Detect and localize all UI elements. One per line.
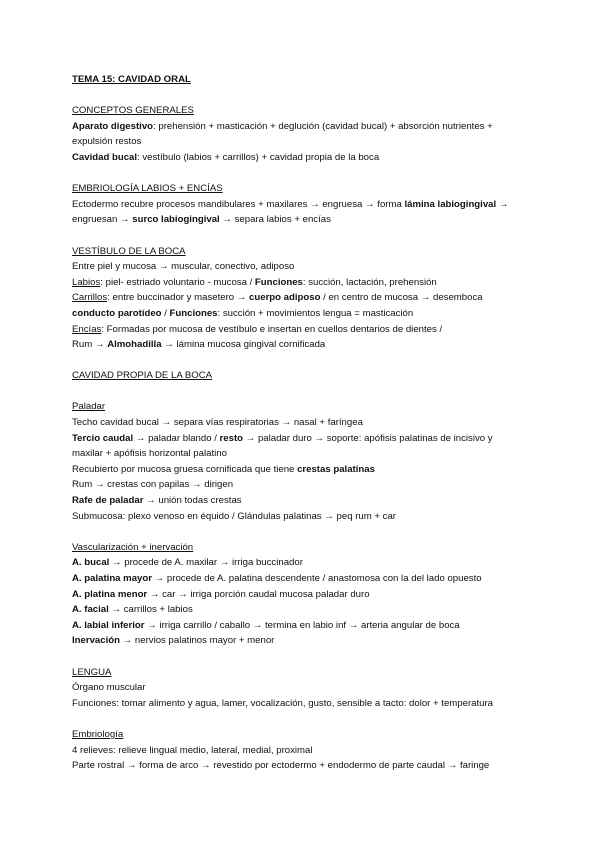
bold-term: A. bucal xyxy=(72,557,110,569)
text-run: engruesan → xyxy=(72,214,133,226)
text-line xyxy=(72,571,532,587)
text-line xyxy=(72,322,532,338)
text-run: → procede de A. maxilar → irriga buccinador xyxy=(109,557,303,569)
bold-term: Funciones xyxy=(254,276,303,288)
text-run: → xyxy=(496,198,509,210)
sections-container xyxy=(72,103,532,774)
text-run: → paladar duro → soporte: apófisis palatinas de incisivo y xyxy=(243,432,493,444)
text-run: 4 relieves: relieve lingual medio, lateral, medial, proximal xyxy=(72,744,313,756)
text-line xyxy=(72,306,532,322)
text-line xyxy=(72,493,532,509)
text-line xyxy=(72,290,532,306)
bold-term: surco labiogingival xyxy=(132,214,220,226)
text-line xyxy=(72,633,532,649)
underlined-term: Carrillos xyxy=(72,292,108,304)
section-heading: Embriología xyxy=(72,728,124,740)
underlined-term: Encías xyxy=(72,323,102,335)
text-run: : entre buccinador y masetero → xyxy=(107,292,250,304)
text-line xyxy=(72,696,532,712)
spacer xyxy=(72,711,532,727)
text-line xyxy=(72,212,532,228)
text-run: : prehensión + masticación + deglución (cavidad bucal) + absorción nutrientes + xyxy=(153,120,493,132)
bold-term: Tercio caudal xyxy=(72,432,134,444)
text-run: Recubierto por mucosa gruesa cornificada que tiene xyxy=(72,463,298,475)
text-run: Ectodermo recubre procesos mandibulares + maxilares → engruesa → forma xyxy=(72,198,405,210)
spacer xyxy=(72,228,532,244)
section-heading: CAVIDAD PROPIA DE LA BOCA xyxy=(72,370,213,382)
section-heading: Vascularización + inervación xyxy=(72,541,194,553)
text-run: Rum → xyxy=(72,339,108,351)
text-run: Funciones: tomar alimento y agua, lamer, vocalización, gusto, sensible a tacto: dolor + temperatura xyxy=(72,697,494,709)
text-run: → nervios palatinos mayor + menor xyxy=(120,635,275,647)
text-run: → car → irriga porción caudal mucosa paladar duro xyxy=(147,588,370,600)
text-line xyxy=(72,462,532,478)
text-run: Techo cavidad bucal → separa vías respiratorias → nasal + faríngea xyxy=(72,417,363,429)
text-line xyxy=(72,259,532,275)
text-run: : succión + movimientos lengua = masticación xyxy=(217,307,414,319)
document-page xyxy=(72,72,532,774)
bold-term: A. palatina mayor xyxy=(72,573,152,584)
text-line xyxy=(72,197,532,213)
text-line xyxy=(72,134,532,150)
text-line xyxy=(72,446,532,462)
text-run: / xyxy=(161,307,170,319)
bold-term: Almohadilla xyxy=(107,339,162,351)
text-run: Submucosa: plexo venoso en équido / Glándulas palatinas → peq rum + car xyxy=(72,510,396,522)
section-heading: CONCEPTOS GENERALES xyxy=(72,105,194,117)
text-line xyxy=(72,415,532,431)
spacer xyxy=(72,353,532,369)
text-run: maxilar + apófisis horizontal palatino xyxy=(72,448,227,460)
spacer xyxy=(72,649,532,665)
text-run: : vestíbulo (labios + carrillos) + cavidad propia de la boca xyxy=(137,151,380,163)
text-run: → carrillos + labios xyxy=(108,604,193,616)
bold-term: conducto parotídeo xyxy=(72,307,162,319)
section-heading: LENGUA xyxy=(72,666,112,678)
text-line xyxy=(72,275,532,291)
text-line xyxy=(72,743,532,759)
spacer xyxy=(72,166,532,182)
document-title: TEMA 15: CAVIDAD ORAL xyxy=(72,74,191,85)
text-run: → separa labios + encías xyxy=(219,214,331,226)
text-run: → paladar blando / xyxy=(133,432,220,444)
bold-term: resto xyxy=(219,432,244,444)
bold-term: A. labial inferior xyxy=(72,619,145,631)
section-heading: Paladar xyxy=(72,401,106,413)
bold-term: Inervación xyxy=(72,635,120,647)
bold-term: crestas palatinas xyxy=(297,463,375,475)
bold-term: A. platina menor xyxy=(72,588,148,600)
section-heading: VESTÍBULO DE LA BOCA xyxy=(72,245,186,257)
text-line xyxy=(72,587,532,603)
spacer xyxy=(72,88,532,104)
text-line xyxy=(72,150,532,166)
text-run: Rum → crestas con papilas → dirigen xyxy=(72,479,234,491)
text-line xyxy=(72,680,532,696)
text-line xyxy=(72,758,532,774)
text-run: Parte rostral → forma de arco → revestido por ectodermo + endodermo de parte caudal → faringe xyxy=(72,760,490,772)
text-run: → unión todas crestas xyxy=(143,495,242,507)
text-run: Entre piel y mucosa → muscular, conectivo, adiposo xyxy=(72,261,295,273)
text-run: → procede de A. palatina descendente / anastomosa con la del lado opuesto xyxy=(151,573,482,584)
spacer xyxy=(72,384,532,400)
text-line xyxy=(72,509,532,525)
text-line xyxy=(72,618,532,634)
text-run: → lámina mucosa gingival cornificada xyxy=(161,339,326,351)
text-run: : succión, lactación, prehensión xyxy=(302,276,437,288)
bold-term: Cavidad bucal xyxy=(72,151,138,163)
text-run: : piel- estriado voluntario - mucosa / xyxy=(100,276,255,288)
bold-term: cuerpo adiposo xyxy=(249,292,321,304)
text-run: : Formadas por mucosa de vestíbulo e insertan en cuellos dentarios de dientes / xyxy=(101,323,443,335)
text-run: → irriga carrillo / caballo → termina en labio inf → arteria angular de boca xyxy=(144,619,460,631)
bold-term: Rafe de paladar xyxy=(72,495,144,507)
text-line xyxy=(72,119,532,135)
text-run: Órgano muscular xyxy=(72,682,146,694)
spacer xyxy=(72,524,532,540)
text-run: / en centro de mucosa → desemboca xyxy=(320,292,483,304)
underlined-term: Labios xyxy=(72,276,101,288)
bold-term: Funciones xyxy=(169,307,218,319)
text-run: expulsión restos xyxy=(72,136,142,148)
text-line xyxy=(72,477,532,493)
bold-term: Aparato digestivo xyxy=(72,120,154,132)
text-line xyxy=(72,431,532,447)
text-line xyxy=(72,555,532,571)
bold-term: A. facial xyxy=(72,604,109,616)
section-heading: EMBRIOLOGÍA LABIOS + ENCÍAS xyxy=(72,183,223,195)
bold-term: lámina labiogingival xyxy=(404,198,497,210)
text-line xyxy=(72,337,532,353)
text-line xyxy=(72,602,532,618)
